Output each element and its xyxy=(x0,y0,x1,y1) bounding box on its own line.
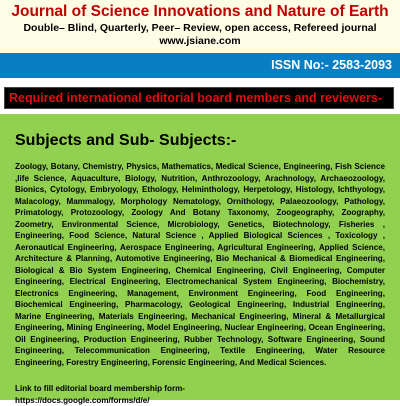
subjects-panel xyxy=(0,114,400,405)
form-link-url[interactable]: https://docs.google.com/forms/d/e/ xyxy=(15,396,150,405)
subjects-heading: Subjects and Sub- Subjects:- xyxy=(15,132,237,149)
journal-website[interactable]: www.jsiane.com xyxy=(159,35,241,47)
issn-bar xyxy=(0,53,400,78)
notice-banner xyxy=(4,87,394,109)
journal-subtitle: Double– Blind, Quarterly, Peer– Review, open access, Refereed journal xyxy=(23,22,377,34)
journal-title: Journal of Science Innovations and Nature of Earth xyxy=(11,3,389,20)
issn-number: ISSN No:- 2583-2093 xyxy=(271,58,392,72)
form-link-label: Link to fill editorial board membership form- xyxy=(15,384,185,393)
subjects-list: Zoology, Botany, Chemistry, Physics, Mathematics, Medical Science, Engineering, Fish Science ,life Science, Aquaculture, Biology, Nutrition, Anthrozoology, Arachnology, Archaeozoology, Bionics, Cytology, Embryology, Ethology, Helminthology, Herpetology, Histology, Ichthyology, Malacology, Mammalogy, Morphology Nematology, Ornithology, Palaeozoology, Pathology, Primatology, Protozoology, Zoology And Botany Taxonomy, Zoogeography, Zoography, Zoometry, Environmental Science, Microbiology, Genetics, Biotechnology, Fisheries , Engineering, Food Science, Natural Science , Applied Biological Sciences , Toxicology , Aeronautical Engineering, Aerospace Engineering, Agricultural Engineering, Applied Science, Architecture & Planning, Automotive Engineering, Bio Mechanical & Biomedical Engineering, Biological & Bio System Engineering, Chemical Engineering, Civil Engineering, Computer Engineering, Electrical Engineering, Electromechanical System Engineering, Biochemistry, Electronics Engineering, Management, Environment Engineering, Food Engineering, Biochemical Engineering, Pharmacology, Geological Engineering, Industrial Engineering, Marine Engineering, Materials Engineering, Mechanical Engineering, Mineral & Metallurgical Engineering, Mining Engineering, Model Engineering, Nuclear Engineering, Ocean Engineering, Oil Engineering, Production Engineering, Rubber Technology, Software Engineering, Sound Engineering, Telecommunication Engineering, Textile Engineering, Water Resource Engineering, Forestry Engineering, Forensic Engineering, And Medical Sciences. xyxy=(15,162,385,367)
notice-text: Required international editorial board members and reviewers- xyxy=(9,91,383,105)
